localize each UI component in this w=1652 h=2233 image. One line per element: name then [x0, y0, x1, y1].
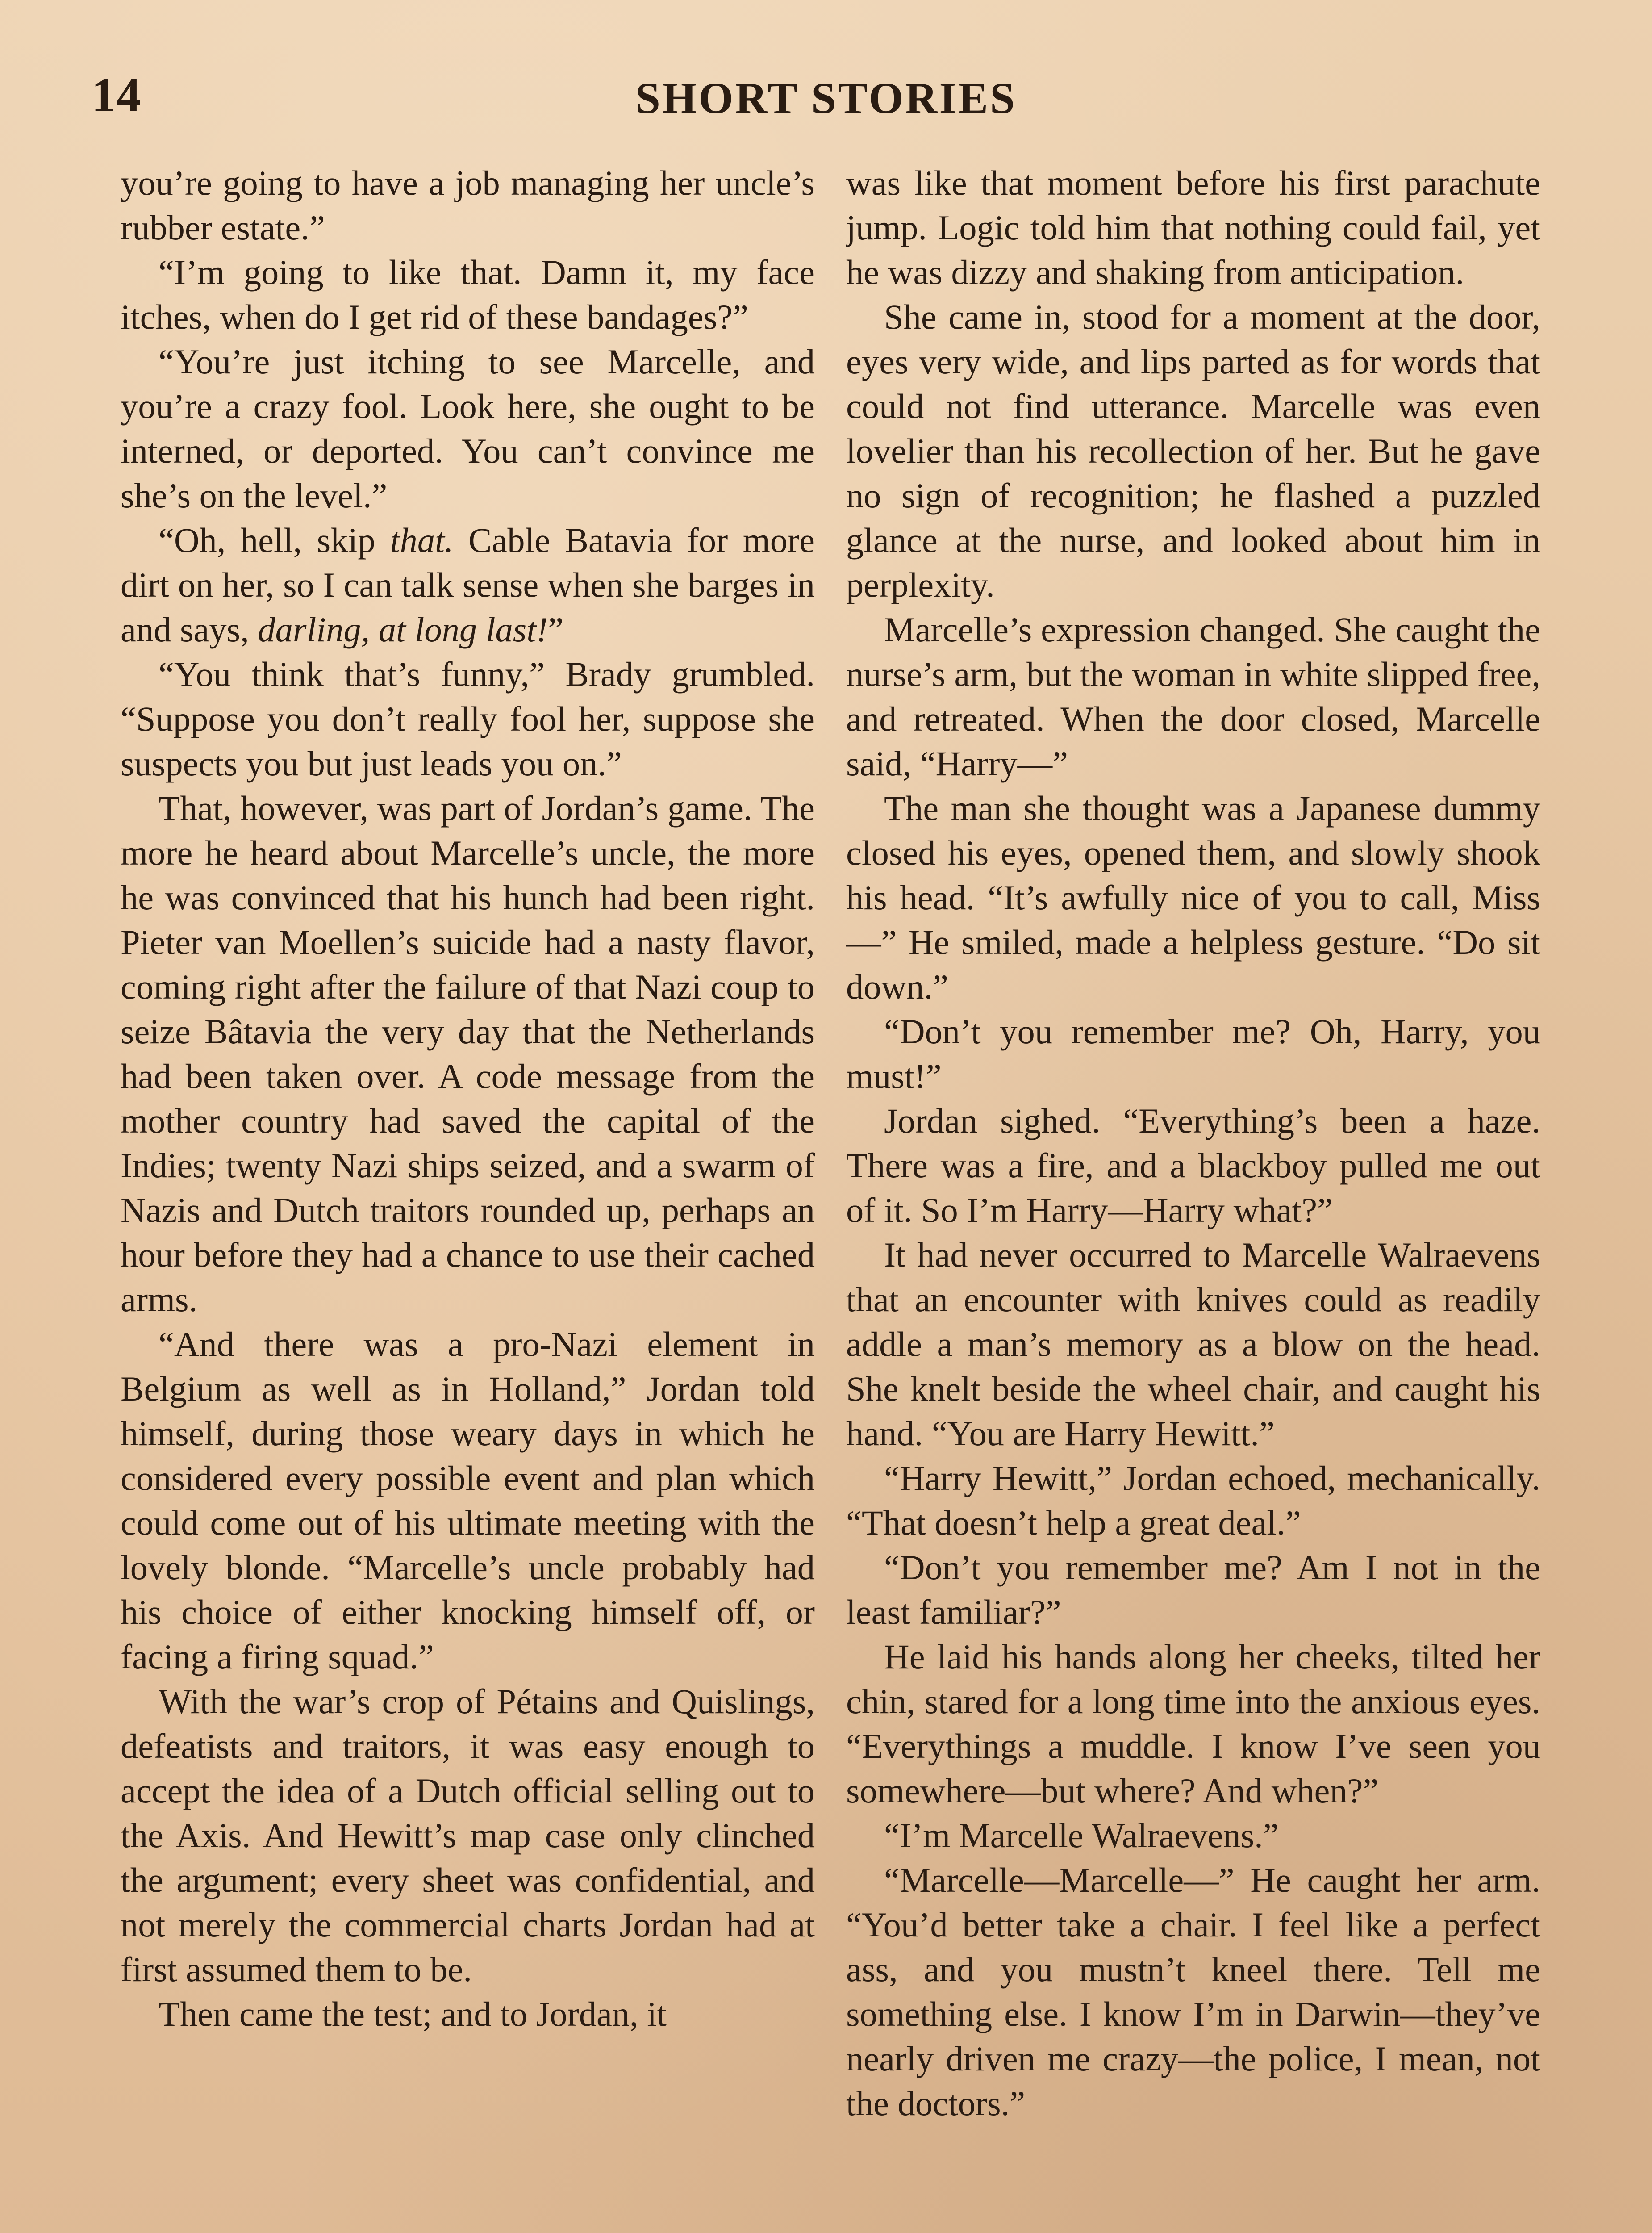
paragraph: “You think that’s funny,” Brady grumbled. “Suppose you don’t really fool her, suppose she suspects you but just leads you on.”: [121, 655, 815, 783]
paragraph: “Don’t you remember me? Oh, Harry, you must!”: [846, 1012, 1540, 1096]
paragraph: “I’m going to like that. Damn it, my face itches, when do I get rid of these bandages?”: [121, 253, 815, 336]
paragraph: “You’re just itching to see Marcelle, and you’re a crazy fool. Look here, she ought to be interned, or deported. You can’t convince me she’s on the level.”: [121, 342, 815, 515]
text-run: “Oh, hell, skip: [159, 521, 390, 560]
text-run: Cable Batavia for more dirt on her, so I can talk sense when she barges in and says,: [121, 521, 815, 649]
right-column: [846, 161, 1540, 2233]
paragraph: [121, 518, 815, 652]
paragraph: That, however, was part of Jordan’s game. The more he heard about Marcelle’s uncle, the more he was convinced that his hunch had been right. Pieter van Moellen’s suicide had a nasty flavor, coming right after the failure of that Nazi coup to seize Bâtavia the very day that the Netherlands had been taken over. A code message from the mother country had saved the capital of the Indies; twenty Nazi ships seized, and a swarm of Nazis and Dutch traitors rounded up, perhaps an hour before they had a chance to use their cached arms.: [121, 789, 815, 1319]
paragraph: “Harry Hewitt,” Jordan echoed, mechanically. “That doesn’t help a great deal.”: [846, 1459, 1540, 1542]
paragraph: Then came the test; and to Jordan, it: [159, 1995, 667, 2033]
paragraph: “Marcelle—Marcelle—” He caught her arm. “You’d better take a chair. I feel like a perfect ass, and you mustn’t kneel there. Tell me something else. I know I’m in Darwin—they’ve nearly driven me crazy—the police, I mean, not the doctors.”: [846, 1861, 1540, 2123]
text-run: ”: [548, 610, 564, 649]
page-number: 14: [92, 69, 142, 122]
paragraph: “I’m Marcelle Walraevens.”: [884, 1816, 1279, 1855]
paragraph: He laid his hands along her cheeks, tilted her chin, stared for a long time into the anxious eyes. “Everythings a muddle. I know I’ve seen you somewhere—but where? And when?”: [846, 1637, 1540, 1810]
italic-text: that.: [390, 521, 454, 560]
paragraph: Marcelle’s expression changed. She caught the nurse’s arm, but the woman in white slipped free, and retreated. When the door closed, Marcelle said, “Harry—”: [846, 610, 1540, 783]
running-title: SHORT STORIES: [635, 73, 1017, 123]
paragraph: Jordan sighed. “Everything’s been a haze. There was a fire, and a blackboy pulled me out of it. So I’m Harry—Harry what?”: [846, 1101, 1540, 1229]
italic-text: darling, at long last!: [258, 610, 548, 649]
paragraph: “Don’t you remember me? Am I not in the least familiar?”: [846, 1548, 1540, 1631]
paragraph: It had never occurred to Marcelle Walraevens that an encounter with knives could as readily addle a man’s memory as a blow on the head. She knelt beside the wheel chair, and caught his hand. “You are Harry Hewitt.”: [846, 1235, 1540, 1453]
paragraph: The man she thought was a Japanese dummy closed his eyes, opened them, and slowly shook his head. “It’s awfully nice of you to call, Miss—” He smiled, made a helpless gesture. “Do sit down.”: [846, 789, 1540, 1006]
left-column: [121, 161, 815, 2233]
paragraph: “And there was a pro-Nazi element in Belgium as well as in Holland,” Jordan told himself, during those weary days in which he considered every possible event and plan which could come out of his ultimate meeting with the lovely blonde. “Marcelle’s uncle probably had his choice of either knocking himself off, or facing a firing squad.”: [121, 1325, 815, 1676]
paragraph: was like that moment before his first parachute jump. Logic told him that nothing could fail, yet he was dizzy and shaking from anticipation.: [846, 163, 1540, 292]
paragraph: She came in, stood for a moment at the door, eyes very wide, and lips parted as for words that could not find utterance. Marcelle was even lovelier than his recollection of her. But he gave no sign of recognition; he flashed a puzzled glance at the nurse, and looked about him in perplexity.: [846, 297, 1540, 604]
paragraph: With the war’s crop of Pétains and Quislings, defeatists and traitors, it was easy enough to accept the idea of a Dutch official selling out to the Axis. And Hewitt’s map case only clinched the argument; every sheet was confidential, and not merely the commercial charts Jordan had at first assumed them to be.: [121, 1682, 815, 1989]
paragraph: you’re going to have a job managing her uncle’s rubber estate.”: [121, 163, 815, 247]
